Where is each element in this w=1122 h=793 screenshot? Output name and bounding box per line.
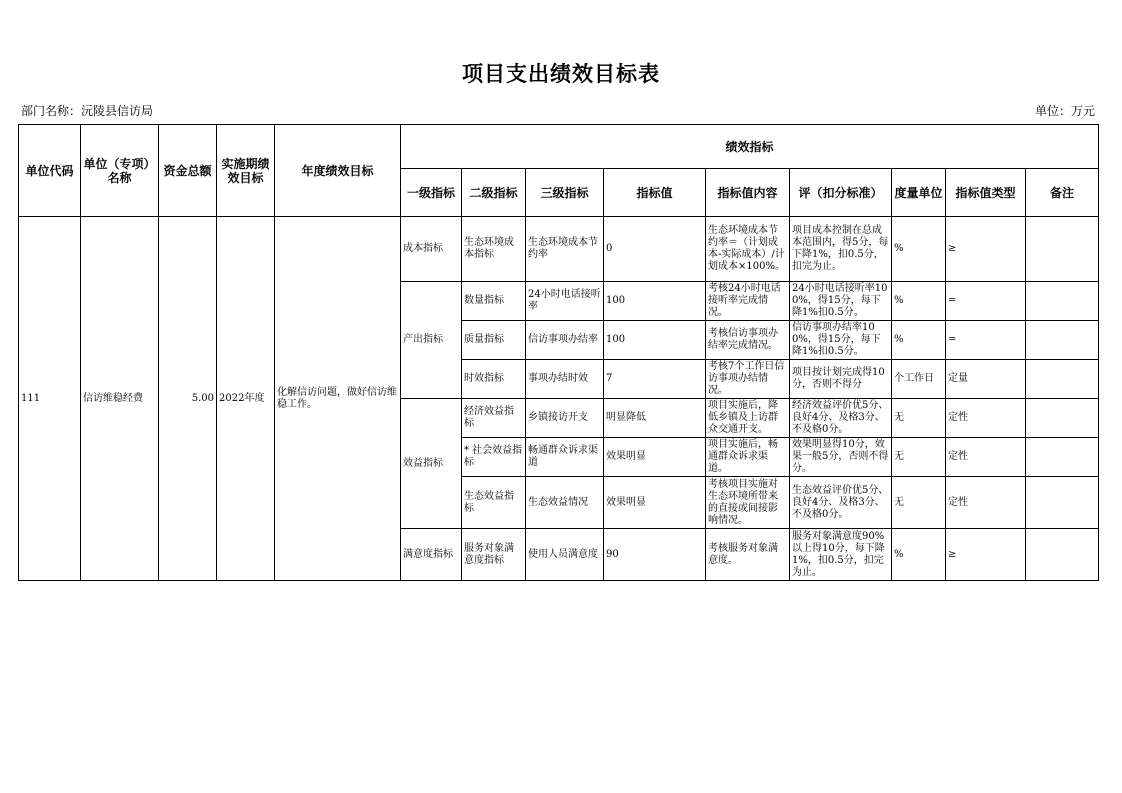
unit-label: 单位：万元 — [1034, 104, 1095, 118]
measure-cell: % — [892, 529, 946, 581]
score-cell: 信访事项办结率100%，得15分，每下降1%扣0.5分。 — [790, 321, 892, 360]
value-type-cell: 定性 — [946, 399, 1026, 438]
remark-cell — [1026, 477, 1099, 529]
value-type-cell: 定量 — [946, 360, 1026, 399]
value-cell: 0 — [604, 217, 706, 282]
measure-cell: % — [892, 282, 946, 321]
header-performance-indicators: 绩效指标 — [401, 125, 1099, 169]
header-level3: 三级指标 — [526, 169, 604, 217]
content-cell: 项目实施后，降低乡镇及上访群众交通开支。 — [706, 399, 790, 438]
performance-table — [18, 124, 1099, 581]
content-cell: 考核服务对象满意度。 — [706, 529, 790, 581]
level2-cell: 生态效益指标 — [462, 477, 526, 529]
level2-cell: * 社会效益指标 — [462, 438, 526, 477]
header-indicator-value: 指标值 — [604, 169, 706, 217]
level2-cell: 质量指标 — [462, 321, 526, 360]
header-annual-goal: 年度绩效目标 — [275, 125, 401, 217]
level3-cell: 生态环境成本节约率 — [526, 217, 604, 282]
score-cell: 项目成本控制在总成本范围内，得5分，每下降1%，扣0.5分，扣完为止。 — [790, 217, 892, 282]
remark-cell — [1026, 360, 1099, 399]
level3-cell: 使用人员满意度 — [526, 529, 604, 581]
measure-cell: 无 — [892, 438, 946, 477]
header-level2: 二级指标 — [462, 169, 526, 217]
header-value-content: 指标值内容 — [706, 169, 790, 217]
level2-cell: 经济效益指标 — [462, 399, 526, 438]
measure-cell: % — [892, 321, 946, 360]
remark-cell — [1026, 529, 1099, 581]
value-type-cell: 定性 — [946, 438, 1026, 477]
content-cell: 项目实施后，畅通群众诉求渠道。 — [706, 438, 790, 477]
header-level1: 一级指标 — [401, 169, 462, 217]
score-cell: 效果明显得10分，效果一般5分，否则不得分。 — [790, 438, 892, 477]
level3-cell: 乡镇接访开支 — [526, 399, 604, 438]
remark-cell — [1026, 321, 1099, 360]
annual-goal-cell: 化解信访问题，做好信访维稳工作。 — [275, 217, 401, 581]
page-title: 项目支出绩效目标表 — [462, 62, 660, 86]
level1-cell: 产出指标 — [401, 282, 462, 399]
level1-cell: 效益指标 — [401, 399, 462, 529]
value-cell: 100 — [604, 282, 706, 321]
unit-code-cell: 111 — [19, 217, 81, 581]
level3-cell: 事项办结时效 — [526, 360, 604, 399]
period-cell: 2022年度 — [217, 217, 275, 581]
level2-cell: 时效指标 — [462, 360, 526, 399]
value-type-cell: 定性 — [946, 477, 1026, 529]
level3-cell: 24小时电话接听率 — [526, 282, 604, 321]
level3-cell: 信访事项办结率 — [526, 321, 604, 360]
score-cell: 项目按计划完成得10分，否则不得分 — [790, 360, 892, 399]
content-cell: 考核信访事项办结率完成情况。 — [706, 321, 790, 360]
value-type-cell: ≥ — [946, 529, 1026, 581]
level3-cell: 生态效益情况 — [526, 477, 604, 529]
score-cell: 生态效益评价优5分、良好4分、及格3分、不及格0分。 — [790, 477, 892, 529]
level2-cell: 数量指标 — [462, 282, 526, 321]
content-cell: 考核7个工作日信访事项办结情况。 — [706, 360, 790, 399]
content-cell: 生态环境成本节约率＝（计划成本-实际成本）/计划成本×100%。 — [706, 217, 790, 282]
score-cell: 服务对象满意度90%以上得10分，每下降1%，扣0.5分，扣完为止。 — [790, 529, 892, 581]
header-unit-code: 单位代码 — [19, 125, 81, 217]
value-cell: 效果明显 — [604, 477, 706, 529]
header-measure-unit: 度量单位 — [892, 169, 946, 217]
department-label: 部门名称：沅陵县信访局 — [21, 104, 154, 118]
fund-total-cell: 5.00 — [159, 217, 217, 581]
remark-cell — [1026, 399, 1099, 438]
value-cell: 明显降低 — [604, 399, 706, 438]
value-cell: 90 — [604, 529, 706, 581]
header-unit-name: 单位（专项）名称 — [81, 125, 159, 217]
remark-cell — [1026, 217, 1099, 282]
header-fund-total: 资金总额 — [159, 125, 217, 217]
content-cell: 考核项目实施对生态环境所带来的直接或间接影响情况。 — [706, 477, 790, 529]
measure-cell: 无 — [892, 477, 946, 529]
unit-name-cell: 信访维稳经费 — [81, 217, 159, 581]
level2-cell: 服务对象满意度指标 — [462, 529, 526, 581]
score-cell: 经济效益评价优5分、良好4分、及格3分、不及格0分。 — [790, 399, 892, 438]
content-cell: 考核24小时电话接听率完成情况。 — [706, 282, 790, 321]
value-cell: 7 — [604, 360, 706, 399]
value-cell: 100 — [604, 321, 706, 360]
value-cell: 效果明显 — [604, 438, 706, 477]
remark-cell — [1026, 282, 1099, 321]
header-remark: 备注 — [1026, 169, 1099, 217]
level3-cell: 畅通群众诉求渠道 — [526, 438, 604, 477]
level2-cell: 生态环境成本指标 — [462, 217, 526, 282]
value-type-cell: ≥ — [946, 217, 1026, 282]
measure-cell: 个工作日 — [892, 360, 946, 399]
measure-cell: 无 — [892, 399, 946, 438]
level1-cell: 满意度指标 — [401, 529, 462, 581]
remark-cell — [1026, 438, 1099, 477]
score-cell: 24小时电话接听率100%，得15分，每下降1%扣0.5分。 — [790, 282, 892, 321]
table-row — [19, 217, 1099, 282]
value-type-cell: = — [946, 282, 1026, 321]
header-value-type: 指标值类型 — [946, 169, 1026, 217]
measure-cell: % — [892, 217, 946, 282]
header-score-standard: 评（扣分标准） — [790, 169, 892, 217]
header-period-goal: 实施期绩效目标 — [217, 125, 275, 217]
value-type-cell: = — [946, 321, 1026, 360]
level1-cell: 成本指标 — [401, 217, 462, 282]
